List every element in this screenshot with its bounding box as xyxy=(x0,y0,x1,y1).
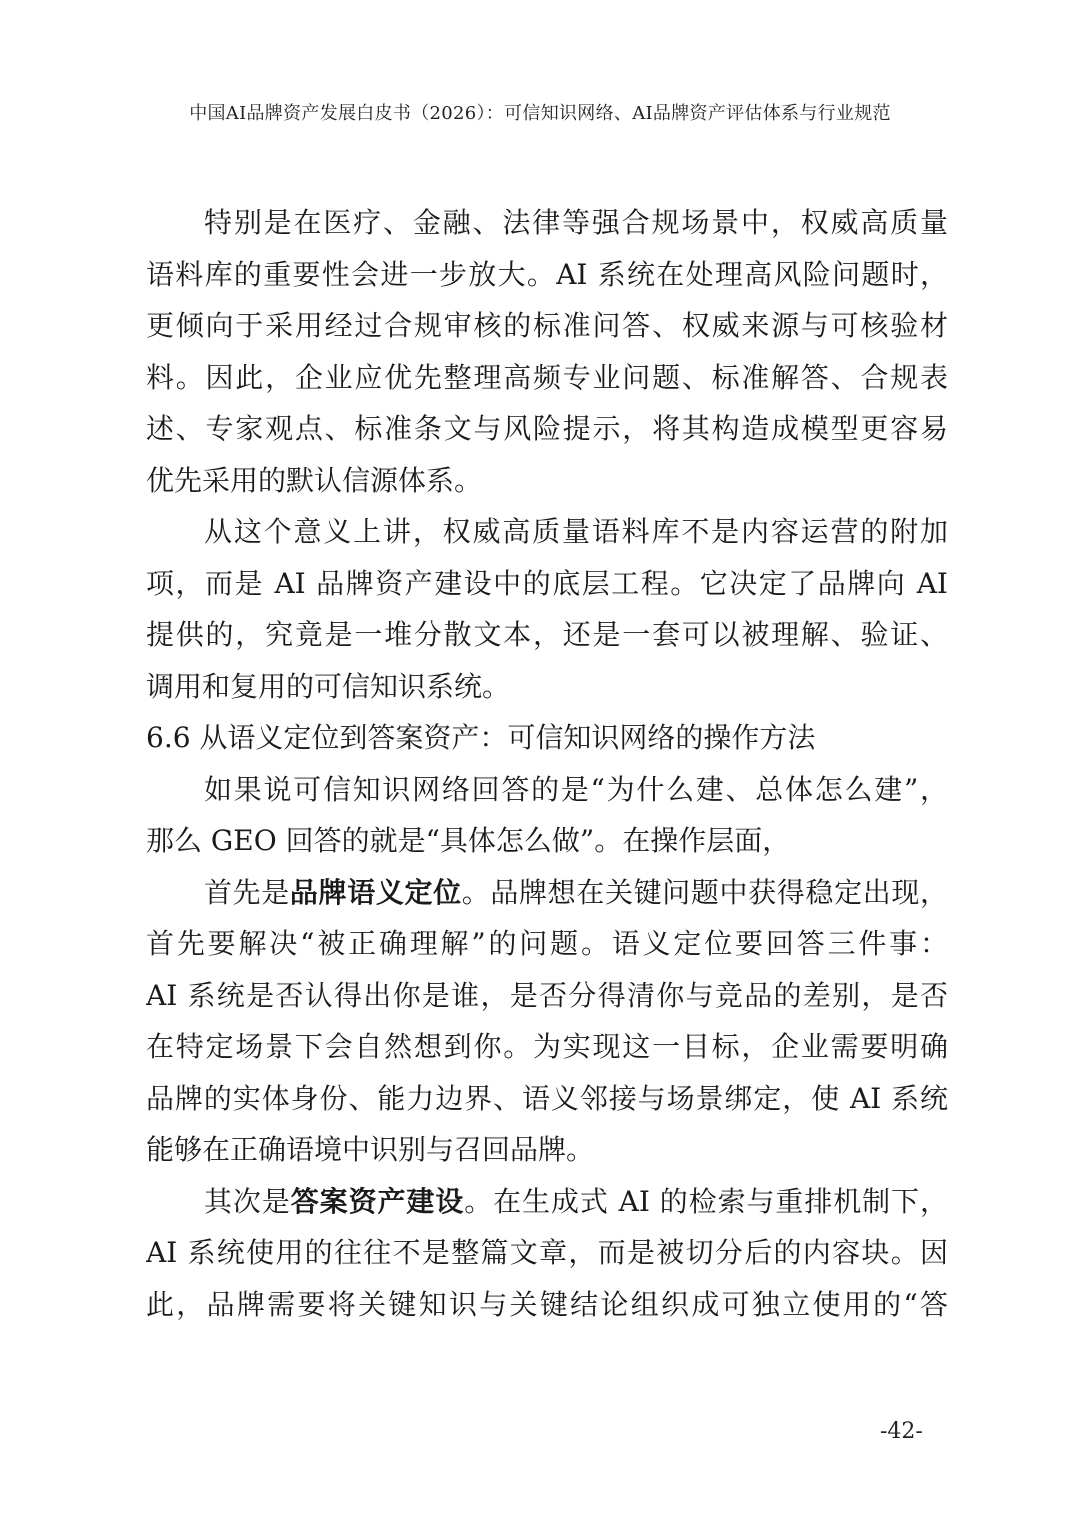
paragraph-line: 能够在正确语境中识别与召回品牌。 xyxy=(146,1133,595,1166)
paragraph-line-rest: 。品牌想在关键问题中获得稳定出现， xyxy=(461,875,948,909)
paragraph-line: 优先采用的默认信源体系。 xyxy=(146,463,483,497)
paragraph-line: 从这个意义上讲，权威高质量语料库不是内容运营的附加 xyxy=(204,515,948,548)
running-header: 中国AI品牌资产发展白皮书（2026）：可信知识网络、AI品牌资产评估体系与行业规范 xyxy=(189,103,891,124)
paragraph-line: 在特定场景下会自然想到你。为实现这一目标，企业需要明确 xyxy=(146,1030,948,1063)
paragraph-line: 提供的，究竟是一堆分散文本，还是一套可以被理解、验证、 xyxy=(146,618,948,651)
emphasis-term: 答案资产建设 xyxy=(290,1184,465,1218)
paragraph-line xyxy=(146,1176,948,1228)
paragraph-line: 特别是在医疗、金融、法律等强合规场景中，权威高质量 xyxy=(204,206,948,239)
paragraph-line: 项，而是 AI 品牌资产建设中的底层工程。它决定了品牌向 AI xyxy=(146,566,948,600)
paragraph-line: 料。因此，企业应优先整理高频专业问题、标准解答、合规表 xyxy=(146,360,948,394)
paragraph-lead: 首先是 xyxy=(204,875,290,909)
paragraph-line: 述、专家观点、标准条文与风险提示，将其构造成模型更容易 xyxy=(146,412,948,445)
paragraph-line: 那么 GEO 回答的就是“具体怎么做”。在操作层面， xyxy=(146,824,791,857)
page-number: -42- xyxy=(880,1419,923,1444)
paragraph-line: 更倾向于采用经过合规审核的标准问答、权威来源与可核验材 xyxy=(146,309,948,342)
paragraph-line-rest: 。在生成式 AI 的检索与重排机制下， xyxy=(464,1184,948,1218)
paragraph-line: 此，品牌需要将关键知识与关键结论组织成可独立使用的“答 xyxy=(146,1287,948,1321)
paragraph-line: 品牌的实体身份、能力边界、语义邻接与场景绑定，使 AI 系统 xyxy=(146,1081,948,1115)
paragraph-lead: 其次是 xyxy=(204,1184,291,1218)
emphasis-term: 品牌语义定位 xyxy=(289,875,462,909)
paragraph-line: 首先要解决“被正确理解”的问题。语义定位要回答三件事： xyxy=(146,927,948,960)
paragraph-line: 如果说可信知识网络回答的是“为什么建、总体怎么建”， xyxy=(204,772,948,806)
paragraph-line: AI 系统是否认得出你是谁，是否分得清你与竞品的差别，是否 xyxy=(146,978,948,1012)
section-heading: 6.6 从语义定位到答案资产：可信知识网络的操作方法 xyxy=(146,721,816,754)
paragraph-line: AI 系统使用的往往不是整篇文章，而是被切分后的内容块。因 xyxy=(146,1236,948,1269)
paragraph-line: 调用和复用的可信知识系统。 xyxy=(146,669,511,703)
body-text xyxy=(146,197,948,1330)
paragraph-line xyxy=(146,867,948,919)
paragraph-line: 语料库的重要性会进一步放大。AI 系统在处理高风险问题时， xyxy=(146,257,948,291)
